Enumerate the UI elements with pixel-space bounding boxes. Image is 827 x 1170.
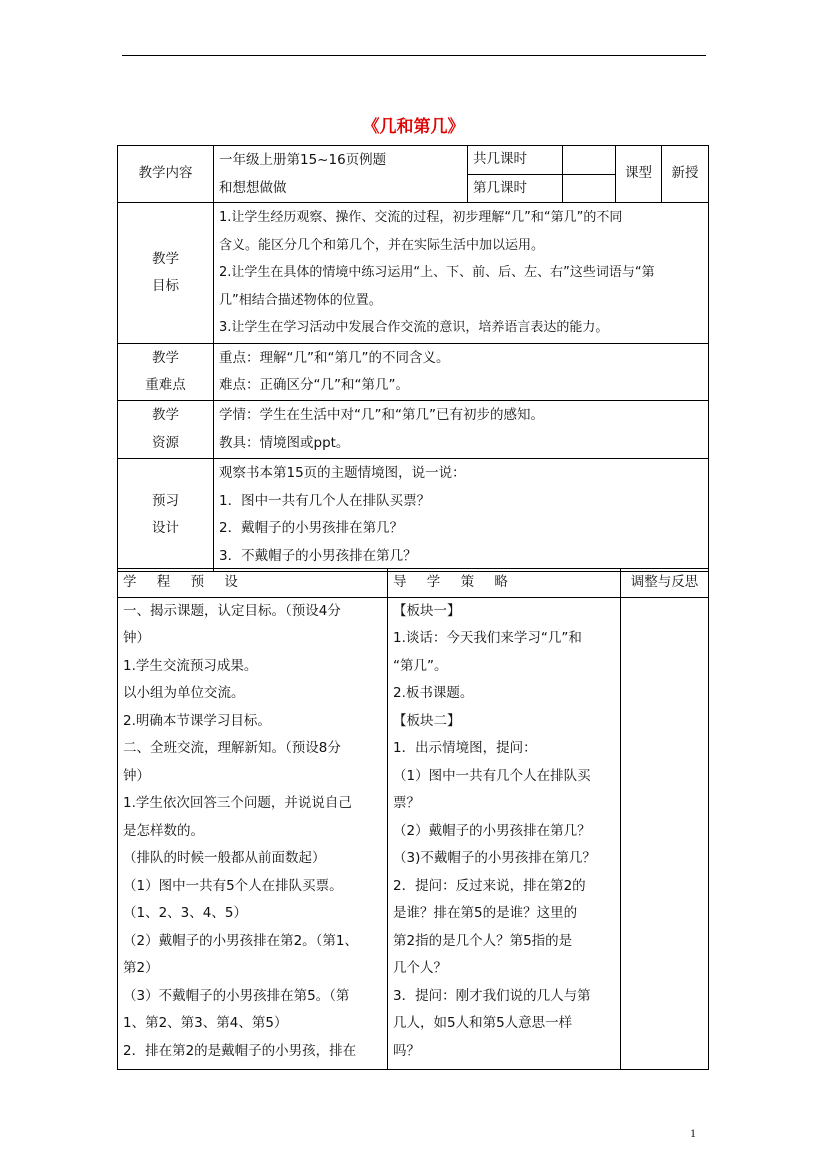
column-header-strategy-text: 导 学 策 略: [393, 574, 516, 590]
process-line: 2.明确本节课学习目标。: [123, 712, 271, 729]
resources-text: [214, 401, 709, 459]
objective-line: 几”相结合描述物体的位置。: [219, 292, 382, 308]
resource-line: 学情：学生在生活中对“几”和“第几”已有初步的感知。: [219, 407, 544, 423]
process-line: 1、第2、第3、第4、第5）: [123, 1015, 288, 1031]
total-hours-label: 共几课时: [468, 146, 563, 175]
strategy-line: 第2指的是几个人？第5指的是: [393, 932, 573, 949]
resources-label-line-2: 资源: [152, 434, 179, 451]
key-point-line: 难点：正确区分“几”和“第几”。: [219, 377, 409, 393]
process-line: （3）不戴帽子的小男孩排在第5。（第: [123, 987, 350, 1004]
content-label: 教学内容: [118, 146, 214, 203]
strategy-line: 几人，如5人和第5人意思一样: [393, 1015, 573, 1031]
key-points-label: [118, 344, 214, 401]
lesson-info-table: [117, 145, 709, 572]
process-line: （1）图中一共有5个人在排队买票。: [123, 877, 343, 894]
preview-line: 3．不戴帽子的小男孩排在第几？: [219, 547, 417, 564]
document-title: 《几和第几》: [362, 117, 465, 137]
process-line: 是怎样数的。: [123, 822, 204, 839]
key-points-label-line-1: 教学: [152, 349, 179, 366]
process-line: （1、2、3、4、5）: [123, 905, 247, 921]
strategy-line: 是谁？排在第5的是谁？这里的: [393, 905, 578, 921]
strategy-line: 2.板书课题。: [393, 685, 474, 701]
content-value: [214, 146, 468, 203]
process-content: [118, 597, 388, 1069]
process-line: 钟）: [123, 767, 150, 784]
strategy-line: （1）图中一共有几个人在排队买: [393, 767, 591, 784]
preview-line: 观察书本第15页的主题情境图，说一说：: [219, 465, 466, 481]
key-points-text: [214, 344, 709, 401]
strategy-line: （3)不戴帽子的小男孩排在第几？: [393, 850, 596, 866]
resources-label: [118, 401, 214, 459]
reflection-content: [621, 597, 709, 1069]
type-label: 课型: [616, 146, 662, 203]
process-line: 一、揭示课题，认定目标。（预设4分: [123, 602, 341, 619]
objectives-label-line-1: 教学: [152, 250, 179, 267]
strategy-line: 3．提问：刚才我们说的几人与第: [393, 987, 591, 1004]
which-hour-label: 第几课时: [468, 174, 563, 203]
process-line: （排队的时候一般都从前面数起）: [123, 850, 326, 866]
process-line: 1.学生交流预习成果。: [123, 657, 258, 674]
objective-line: 1.让学生经历观察、操作、交流的过程，初步理解“几”和“第几”的不同: [219, 210, 623, 226]
strategy-line: 吗？: [393, 1042, 420, 1059]
strategy-line: 几个人？: [393, 960, 447, 976]
strategy-content: [388, 597, 621, 1069]
total-hours-value: [563, 146, 616, 175]
resource-line: 教具：情境图或ppt。: [219, 434, 350, 451]
preview-line: 2．戴帽子的小男孩排在第几？: [219, 520, 404, 536]
strategy-line: 2．提问：反过来说，排在第2的: [393, 877, 586, 894]
strategy-line: （2）戴帽子的小男孩排在第几？: [393, 822, 591, 839]
strategy-line: “第几”。: [393, 657, 448, 674]
column-header-process: [118, 569, 388, 598]
process-line: 1.学生依次回答三个问题，并说说自己: [123, 795, 352, 811]
process-line: 第2）: [123, 960, 159, 976]
process-line: 钟）: [123, 630, 150, 646]
objectives-label: [118, 203, 214, 344]
content-value-line-1: 一年级上册第15~16页例题: [219, 152, 387, 168]
key-point-line: 重点：理解“几”和“第几”的不同含义。: [219, 349, 450, 366]
column-header-reflection: 调整与反思: [621, 569, 709, 598]
process-line: 2．排在第2的是戴帽子的小男孩，排在: [123, 1042, 357, 1059]
process-line: （2）戴帽子的小男孩排在第2。（第1、: [123, 932, 359, 949]
objective-line: 3.让学生在学习活动中发展合作交流的意识，培养语言表达的能力。: [219, 320, 609, 336]
objectives-text: [214, 203, 709, 344]
process-line: 二、全班交流，理解新知。（预设8分: [123, 740, 341, 756]
type-value: 新授: [662, 146, 709, 203]
preview-line: 1．图中一共有几个人在排队买票？: [219, 492, 431, 509]
process-table: [117, 568, 709, 1070]
preview-label-line-1: 预习: [152, 492, 179, 509]
strategy-line: 1.谈话：今天我们来学习“几”和: [393, 630, 582, 646]
content-value-line-2: 和想想做做: [219, 180, 287, 196]
preview-label: [118, 459, 214, 572]
objective-line: 含义。能区分几个和第几个，并在实际生活中加以运用。: [219, 237, 545, 253]
process-lines: [123, 598, 382, 1066]
strategy-line: 1．出示情境图，提问：: [393, 740, 537, 756]
objective-line: 2.让学生在具体的情境中练习运用“上、下、前、后、左、右”这些词语与“第: [219, 265, 655, 281]
process-line: 以小组为单位交流。: [123, 685, 245, 701]
objectives-label-line-2: 目标: [152, 278, 179, 294]
strategy-lines: [393, 598, 615, 1066]
resources-label-line-1: 教学: [152, 407, 179, 423]
strategy-line: 【板块二】: [393, 712, 461, 729]
key-points-label-line-2: 重难点: [145, 377, 186, 393]
column-header-process-text: 学 程 预 设: [123, 574, 246, 590]
page-number: 1: [690, 1126, 696, 1140]
preview-text: [214, 459, 709, 572]
header-rule: [122, 55, 706, 56]
column-header-strategy: [388, 569, 621, 598]
which-hour-value: [563, 174, 616, 203]
strategy-line: 【板块一】: [393, 602, 461, 619]
strategy-line: 票？: [393, 795, 420, 811]
preview-label-line-2: 设计: [152, 520, 179, 536]
